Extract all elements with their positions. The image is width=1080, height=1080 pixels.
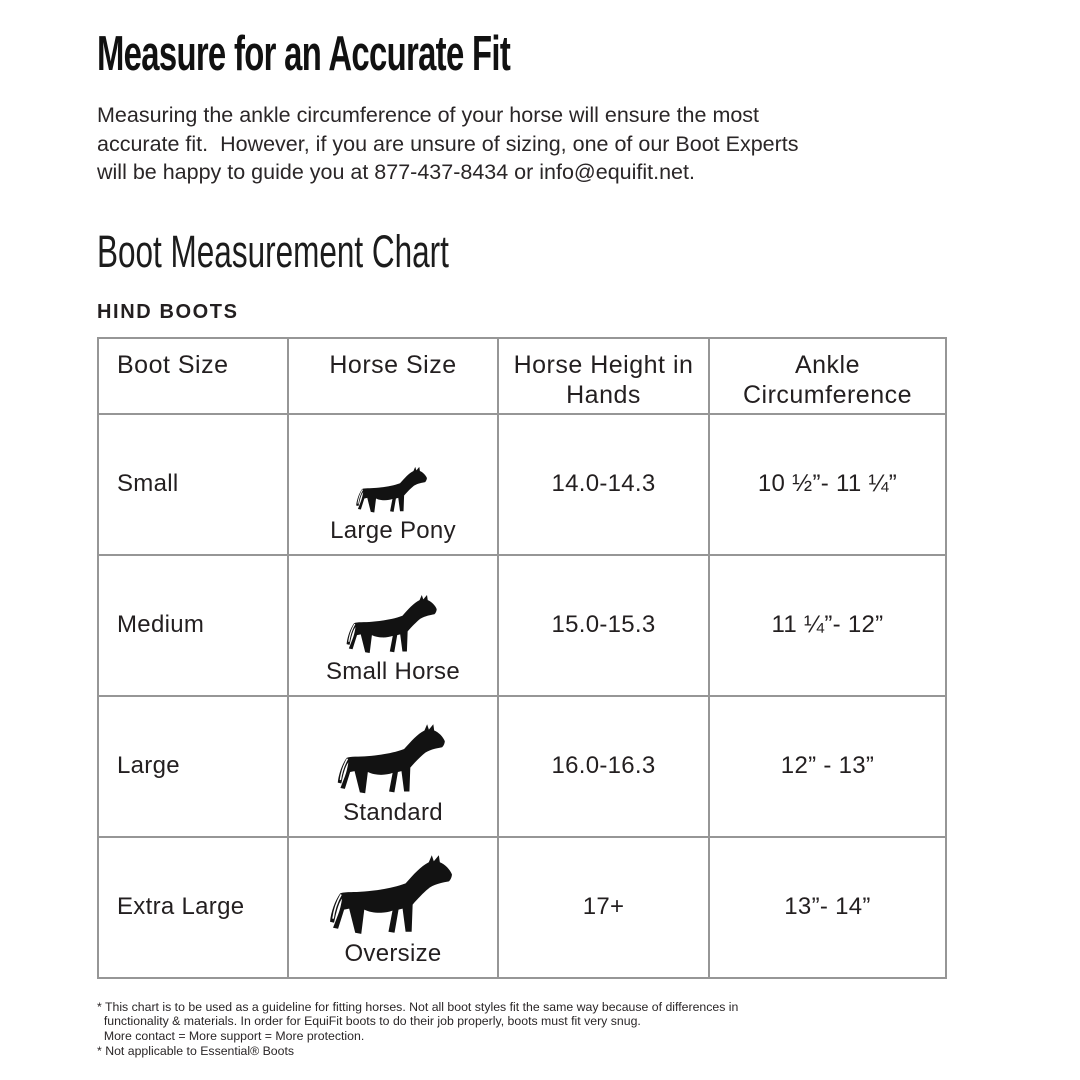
horse-size-cell	[288, 555, 498, 696]
footnote-line: functionality & materials. In order for EquiFit boots to do their job properly, boots must fit very snug.	[97, 1014, 641, 1029]
horse-icon	[355, 462, 431, 515]
horse-height-value: 16.0-16.3	[498, 696, 709, 837]
ankle-circumference-value: 10 ½”- 11 ¼”	[709, 414, 946, 555]
table-row	[98, 837, 946, 978]
horse-size-cell	[288, 696, 498, 837]
footnotes	[97, 1000, 983, 1059]
column-header-horse-size: Horse Size	[288, 338, 498, 414]
footnote-line: * Not applicable to Essential® Boots	[97, 1043, 295, 1058]
table-header-row	[98, 338, 946, 414]
intro-line: will be happy to guide you at 877-437-8434 or info@equifit.net.	[97, 160, 695, 184]
horse-size-cell	[288, 837, 498, 978]
column-header-boot-size: Boot Size	[98, 338, 288, 414]
ankle-circumference-value: 13”- 14”	[709, 837, 946, 978]
horse-size-label: Large Pony	[330, 516, 456, 544]
page-title: Measure for an Accurate Fit	[97, 27, 511, 81]
boot-size-value: Extra Large	[98, 837, 288, 978]
horse-icon	[336, 717, 451, 797]
horse-size-label: Oversize	[344, 939, 442, 967]
boot-size-value: Large	[98, 696, 288, 837]
intro-paragraph	[97, 101, 983, 187]
section-title: Boot Measurement Chart	[97, 225, 449, 277]
table-row	[98, 696, 946, 837]
horse-size-cell	[288, 414, 498, 555]
column-header-ankle-circumference: Ankle Circumference	[709, 338, 946, 414]
table-row	[98, 414, 946, 555]
intro-line: Measuring the ankle circumference of your horse will ensure the most	[97, 103, 760, 127]
horse-height-value: 14.0-14.3	[498, 414, 709, 555]
intro-line: accurate fit. However, if you are unsure of sizing, one of our Boot Experts	[97, 131, 799, 156]
horse-size-label: Small Horse	[326, 657, 460, 685]
column-header-horse-height: Horse Height in Hands	[498, 338, 709, 414]
ankle-circumference-value: 12” - 13”	[709, 696, 946, 837]
ankle-circumference-value: 11 ¼”- 12”	[709, 555, 946, 696]
footnote-line: * This chart is to be used as a guideline for fitting horses. Not all boot styles fit the same way because of differences in	[97, 999, 739, 1014]
horse-icon	[328, 847, 459, 938]
horse-icon	[345, 589, 442, 656]
boot-size-value: Small	[98, 414, 288, 555]
horse-height-value: 17+	[498, 837, 709, 978]
boot-measurement-table	[97, 337, 947, 979]
horse-size-label: Standard	[343, 798, 443, 826]
table-row	[98, 555, 946, 696]
horse-height-value: 15.0-15.3	[498, 555, 709, 696]
boot-size-value: Medium	[98, 555, 288, 696]
table-caption: HIND BOOTS	[97, 300, 239, 323]
footnote-line: More contact = More support = More protection.	[97, 1029, 365, 1044]
